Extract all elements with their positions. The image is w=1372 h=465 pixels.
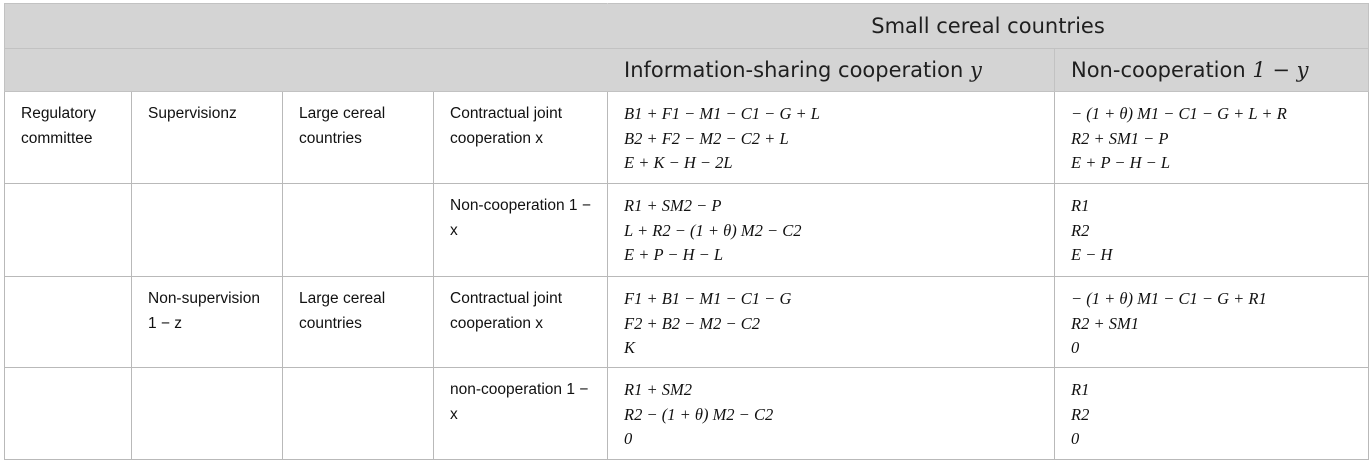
table-row <box>5 368 1369 460</box>
cell-payoff-noncooperation <box>1055 92 1369 184</box>
cell-large-strategy: Contractual joint cooperation x <box>434 277 608 368</box>
cell-regulator: Regulatory committee <box>5 92 132 184</box>
payoff-line: R1 <box>1071 380 1090 399</box>
header-blank-bottom <box>5 49 608 92</box>
cell-regulator <box>5 368 132 460</box>
cell-payoff-cooperation <box>608 368 1055 460</box>
cell-large-countries <box>283 184 434 277</box>
cell-large-countries <box>283 368 434 460</box>
cell-payoff-cooperation <box>608 184 1055 277</box>
payoff-line: R2 <box>1071 404 1090 424</box>
payoff-line: F1 + B1 − M1 − C1 − G <box>624 289 792 308</box>
header-group-label: Small cereal countries <box>608 4 1369 49</box>
payoff-table-container <box>4 3 1368 462</box>
payoff-line: R2 + SM1 <box>1071 313 1139 333</box>
header-col-noncooperation-var: 1 − y <box>1252 58 1309 82</box>
table-header <box>5 4 1369 92</box>
cell-large-countries: Large cereal countries <box>283 92 434 184</box>
payoff-line: E + P − H − L <box>1071 153 1171 172</box>
header-col-noncooperation <box>1055 49 1369 92</box>
cell-large-strategy: Contractual joint cooperation x <box>434 92 608 184</box>
payoff-line: R2 <box>1071 220 1090 240</box>
cell-regulator <box>5 277 132 368</box>
payoff-line: 0 <box>1071 338 1080 357</box>
cell-payoff-noncooperation <box>1055 368 1369 460</box>
cell-supervision: Non-supervision 1 − z <box>132 277 283 368</box>
payoff-line: R2 − (1 + θ) M2 − C2 <box>624 404 774 424</box>
payoff-line: R1 <box>1071 196 1090 215</box>
cell-large-strategy: Non-cooperation 1 − x <box>434 184 608 277</box>
payoff-line: R2 + SM1 − P <box>1071 128 1169 148</box>
payoff-line: R1 + SM2 − P <box>624 196 722 215</box>
payoff-line: K <box>624 338 636 357</box>
header-blank-top <box>5 4 608 49</box>
payoff-line: 0 <box>624 429 633 448</box>
cell-payoff-cooperation <box>608 92 1055 184</box>
payoff-line: 0 <box>1071 429 1080 448</box>
table-row <box>5 92 1369 184</box>
cell-payoff-noncooperation <box>1055 277 1369 368</box>
header-col-cooperation <box>608 49 1055 92</box>
header-col-cooperation-var: y <box>969 58 982 82</box>
cell-supervision <box>132 368 283 460</box>
cell-payoff-cooperation <box>608 277 1055 368</box>
cell-large-countries: Large cereal countries <box>283 277 434 368</box>
table-row <box>5 184 1369 277</box>
payoff-table <box>4 3 1369 460</box>
cell-payoff-noncooperation <box>1055 184 1369 277</box>
payoff-line: R1 + SM2 <box>624 380 692 399</box>
cell-regulator <box>5 184 132 277</box>
payoff-line: E + K − H − 2L <box>624 153 733 172</box>
payoff-line: E + P − H − L <box>624 245 724 264</box>
table-row <box>5 277 1369 368</box>
payoff-line: F2 + B2 − M2 − C2 <box>624 313 761 333</box>
payoff-line: B1 + F1 − M1 − C1 − G + L <box>624 104 820 123</box>
payoff-line: − (1 + θ) M1 − C1 − G + L + R <box>1071 104 1287 123</box>
cell-supervision <box>132 184 283 277</box>
payoff-line: E − H <box>1071 245 1113 264</box>
table-body <box>5 92 1369 460</box>
cell-large-strategy: non-cooperation 1 − x <box>434 368 608 460</box>
header-col-cooperation-label: Information-sharing cooperation <box>624 58 964 82</box>
payoff-line: L + R2 − (1 + θ) M2 − C2 <box>624 220 802 240</box>
header-col-noncooperation-label: Non-cooperation <box>1071 58 1246 82</box>
payoff-line: B2 + F2 − M2 − C2 + L <box>624 128 789 148</box>
payoff-line: − (1 + θ) M1 − C1 − G + R1 <box>1071 289 1267 308</box>
cell-supervision: Supervisionz <box>132 92 283 184</box>
